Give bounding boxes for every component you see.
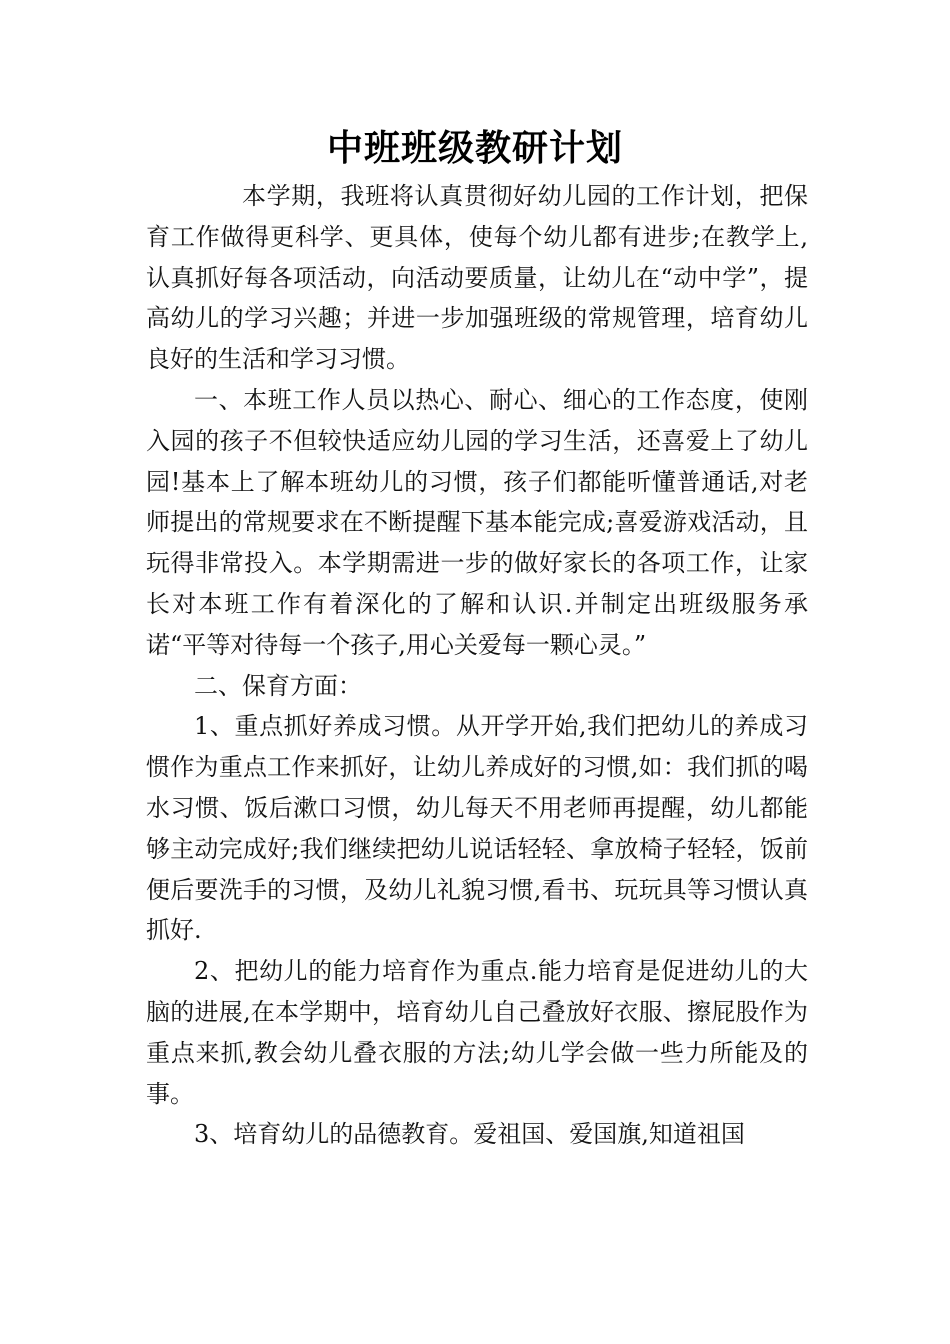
document-title: 中班班级教研计划 — [326, 127, 623, 169]
paragraph-intro: 本学期，我班将认真贯彻好幼儿园的工作计划，把保育工作做得更科学、更具体，使每个幼儿都有进步;在教学上,认真抓好每各项活动，向活动要质量，让幼儿在“动中学”，提高幼儿的学习兴趣；并进一步加强班级的常规管理，培育幼儿良好的生活和学习习惯。 — [146, 182, 808, 374]
document-body — [146, 176, 808, 1155]
paragraph-item-1: 1、重点抓好养成习惯。从开学开始,我们把幼儿的养成习惯作为重点工作来抓好，让幼儿养成好的习惯,如：我们抓的喝水习惯、饭后漱口习惯，幼儿每天不用老师再提醒，幼儿都能够主动完成好;我们继续把幼儿说话轻轻、拿放椅子轻轻，饭前便后要洗手的习惯，及幼儿礼貌习惯,看书、玩玩具等习惯认真抓好. — [146, 712, 808, 945]
paragraph-item-2: 2、把幼儿的能力培育作为重点.能力培育是促进幼儿的大脑的进展,在本学期中，培育幼儿自己叠放好衣服、擦屁股作为重点来抓,教会幼儿叠衣服的方法;幼儿学会做一些力所能及的事。 — [146, 957, 808, 1108]
section-heading-care: 二、保育方面： — [194, 671, 362, 700]
paragraph-item-3: 3、培育幼儿的品德教育。爱祖国、爱国旗,知道祖国 — [194, 1120, 745, 1149]
paragraph-section-1: 一、本班工作人员以热心、耐心、细心的工作态度，使刚入园的孩子不但较快适应幼儿园的学习生活，还喜爱上了幼儿园!基本上了解本班幼儿的习惯，孩子们都能听懂普通话,对老师提出的常规要求在不断提醒下基本能完成;喜爱游戏活动，且玩得非常投入。本学期需进一步的做好家长的各项工作，让家长对本班工作有着深化的了解和认识.并制定出班级服务承诺“平等对待每一个孩子,用心关爱每一颗心灵。” — [146, 385, 808, 659]
